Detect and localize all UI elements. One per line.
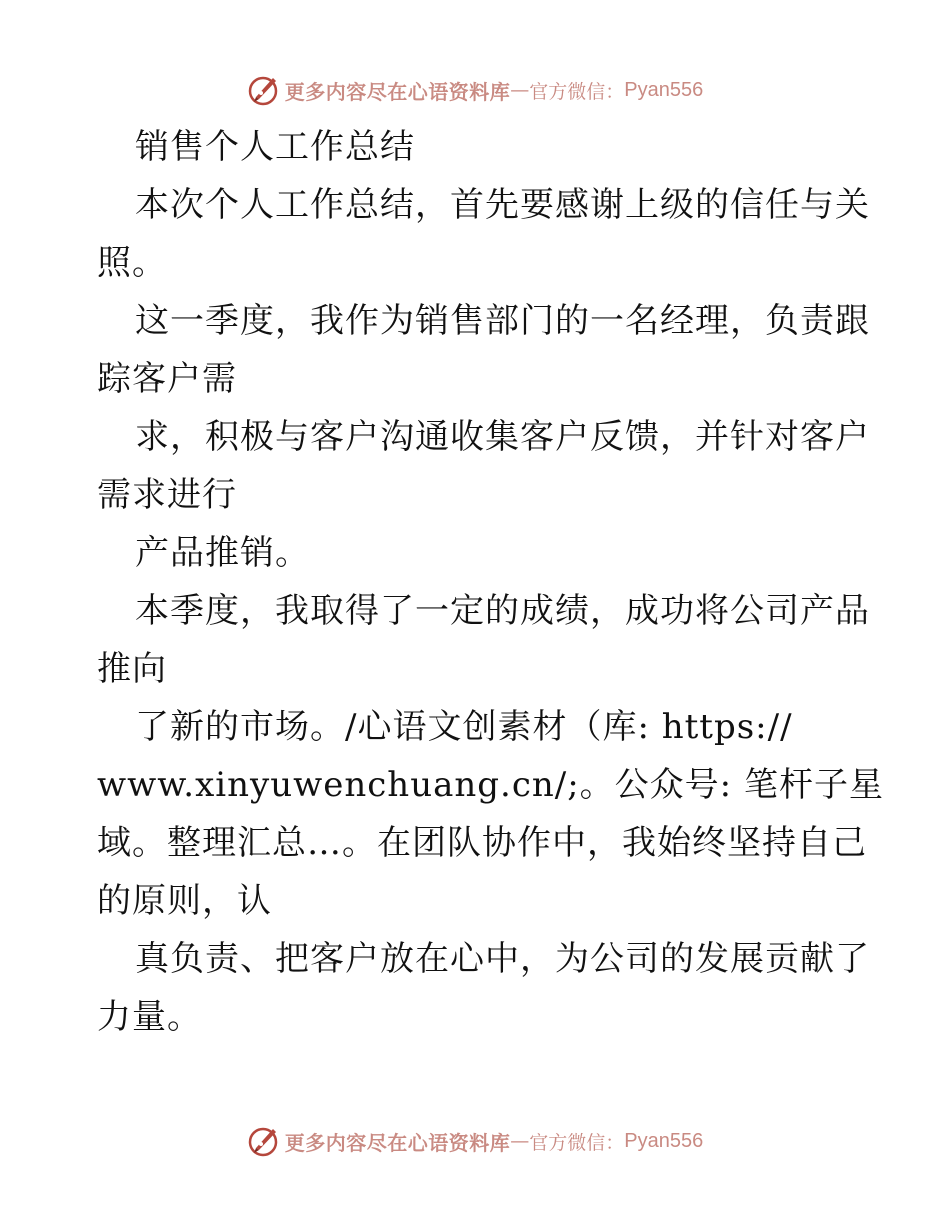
paragraph-line: 本季度，我取得了一定的成绩，成功将公司产品 <box>135 591 870 631</box>
paragraph-line: 踪客户需 <box>97 359 237 399</box>
banner-separator: — <box>510 79 530 101</box>
paragraph-line: 这一季度，我作为销售部门的一名经理，负责跟 <box>135 301 870 341</box>
paragraph-line: 照。 <box>97 243 167 283</box>
banner-separator: — <box>510 1130 530 1152</box>
banner-text: 更多内容尽在心语资料库 <box>284 1130 511 1155</box>
paragraph-line: 本次个人工作总结，首先要感谢上级的信任与关 <box>135 185 870 225</box>
document-title: 销售个人工作总结 <box>135 127 415 167</box>
paragraph-line: 真负责、把客户放在心中，为公司的发展贡献了 <box>135 939 870 979</box>
paragraph-line: 产品推销。 <box>135 533 310 573</box>
banner-wechat-id: Pyan556 <box>624 1129 704 1152</box>
paragraph-line: 求，积极与客户沟通收集客户反馈，并针对客户 <box>135 417 870 457</box>
document-body <box>97 118 884 1046</box>
paragraph-line: 域。整理汇总…。在团队协作中，我始终坚持自己 <box>97 823 867 863</box>
paragraph-line: 推向 <box>97 649 167 689</box>
quill-pen-icon <box>247 1124 281 1158</box>
header-watermark-banner <box>0 70 950 110</box>
banner-wechat-id: Pyan556 <box>624 78 704 101</box>
paragraph-line: 力量。 <box>97 997 202 1037</box>
paragraph-line: 了新的市场。/心语文创素材（库: https:// <box>135 707 793 747</box>
paragraph-line: 需求进行 <box>97 475 237 515</box>
paragraph-line: www.xinyuwenchuang.cn/;。公众号: 笔杆子星 <box>97 765 884 805</box>
banner-official-label: 官方微信： <box>529 80 625 103</box>
banner-official-label: 官方微信： <box>529 1131 625 1154</box>
paragraph-line: 的原则，认 <box>97 881 272 921</box>
quill-pen-icon <box>247 73 281 107</box>
footer-watermark-banner <box>0 1121 950 1161</box>
banner-text: 更多内容尽在心语资料库 <box>284 79 511 104</box>
